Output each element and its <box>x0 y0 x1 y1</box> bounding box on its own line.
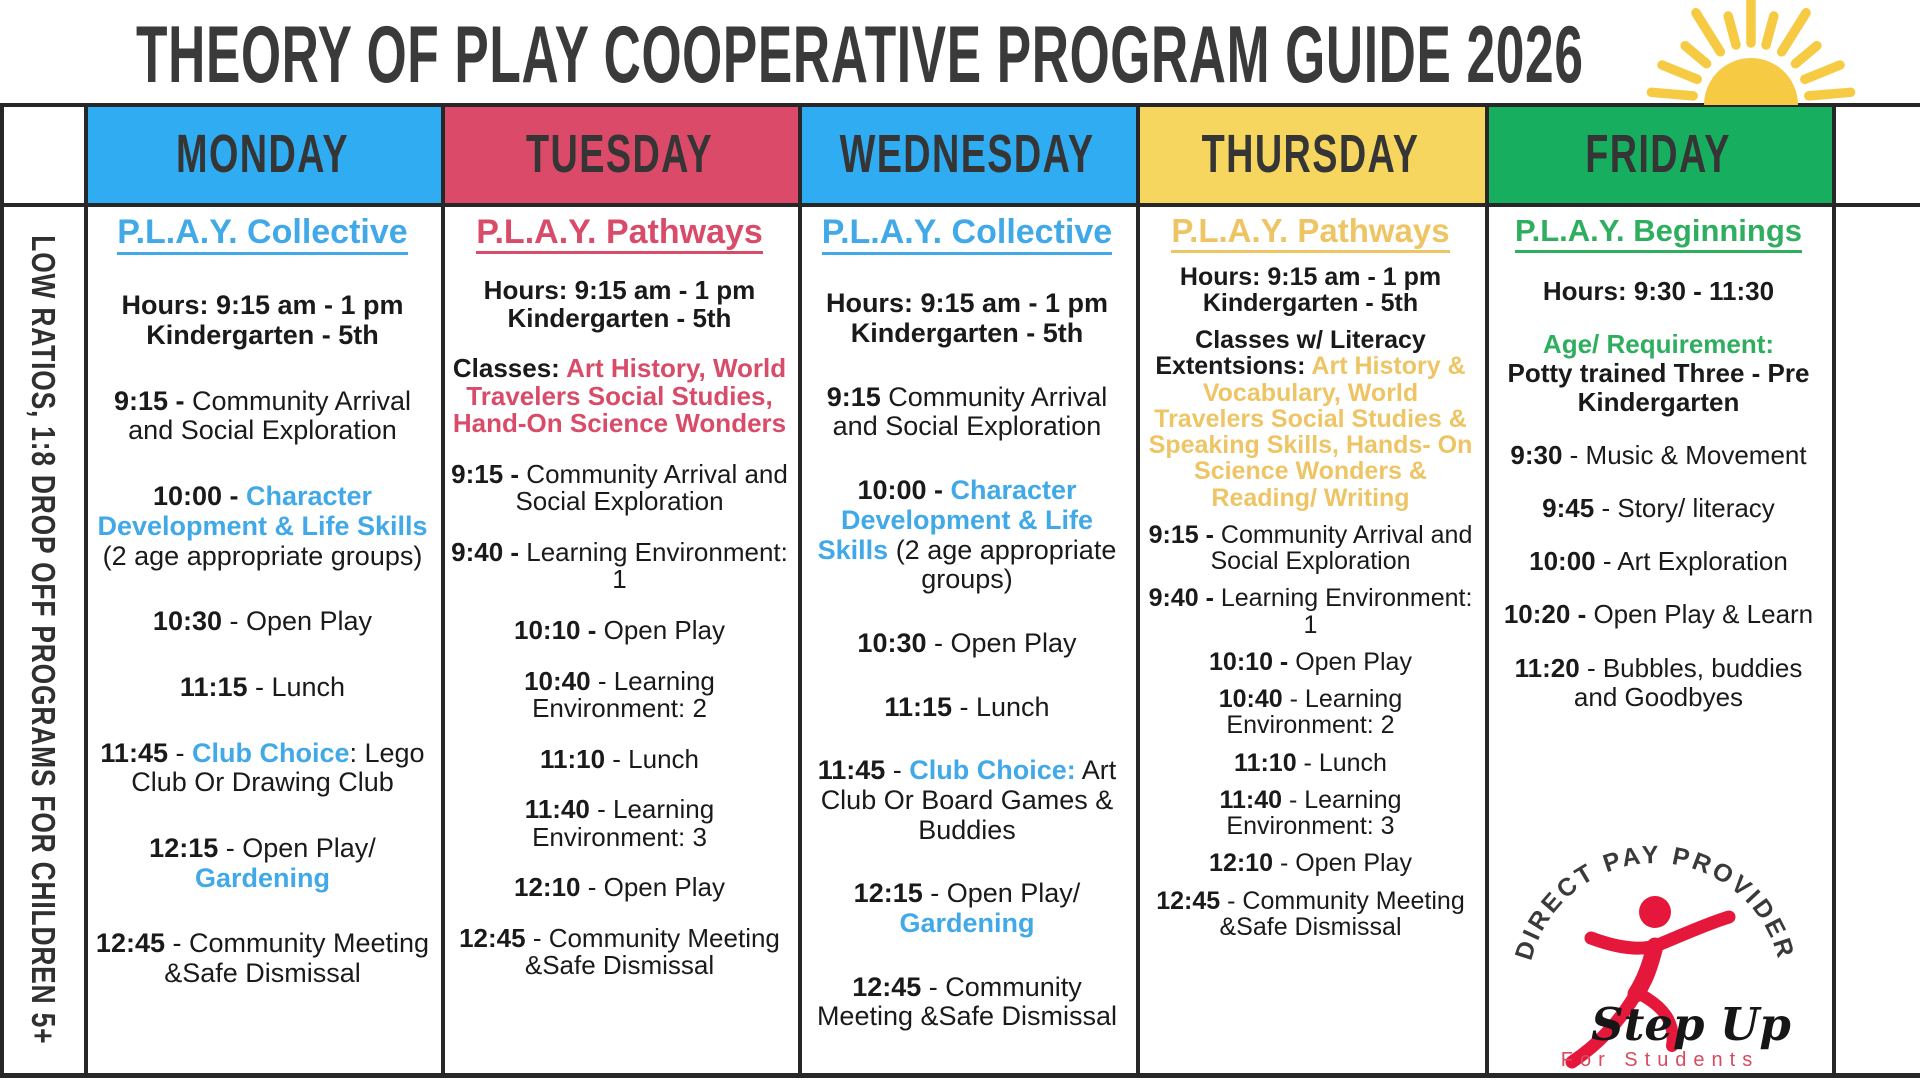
item-text: - Lunch <box>605 743 700 774</box>
day-label: WEDNESDAY <box>839 124 1095 184</box>
schedule-item <box>1209 850 1412 876</box>
schedule-item <box>1145 686 1476 739</box>
grid-line <box>0 203 1920 207</box>
schedule-item <box>450 922 789 981</box>
item-text: 12:45 <box>95 928 165 959</box>
item-text: Art Club Or Board Games & Buddies <box>820 755 1117 845</box>
grid-line <box>84 103 88 1077</box>
schedule-item <box>539 743 700 774</box>
program-info <box>1180 264 1441 317</box>
item-text: 11:10 <box>539 743 606 774</box>
item-text: 9:30 <box>1510 440 1563 471</box>
item-text: 11:15 <box>179 671 248 702</box>
schedule-item <box>93 929 432 988</box>
grid-line <box>1485 103 1489 1077</box>
day-label: MONDAY <box>176 124 349 184</box>
program-heading: P.L.A.Y. Collective <box>117 214 407 255</box>
item-text: Club Choice <box>191 737 350 768</box>
schedule-item <box>1234 750 1387 776</box>
schedule-item <box>1209 649 1412 675</box>
schedule-item <box>93 739 432 798</box>
item-text: (2 age appropriate groups) <box>102 540 423 571</box>
schedule-item <box>450 665 789 724</box>
item-text: 10:10 - <box>1209 647 1296 676</box>
schedule-item <box>1529 547 1788 576</box>
item-text: 10:40 <box>524 665 591 696</box>
item-text: 12:10 <box>513 872 581 903</box>
day-header-tuesday <box>441 105 798 203</box>
program-heading: P.L.A.Y. Pathways <box>1171 214 1449 253</box>
item-text: 10:00 - <box>857 475 951 506</box>
item-text: 10:00 <box>1529 546 1596 577</box>
column-thursday <box>1145 214 1476 940</box>
item-text: - Lunch <box>1296 748 1387 777</box>
direct-pay-provider-arc: DIRECT PAY PROVIDER <box>1509 840 1801 964</box>
grid-line <box>441 103 445 1077</box>
item-text: Learning Environment: 1 <box>1220 584 1473 639</box>
schedule-item <box>807 973 1127 1032</box>
column-friday <box>1494 214 1823 712</box>
schedule-item <box>1145 327 1476 511</box>
schedule-item <box>1145 888 1476 941</box>
item-text: Character Development & Life Skills <box>97 481 428 541</box>
schedule-item <box>450 355 789 438</box>
item-text: 11:15 <box>884 691 952 722</box>
schedule-item <box>807 476 1127 595</box>
program-heading: P.L.A.Y. Pathways <box>476 214 763 254</box>
stepup-script-text: Step Up <box>1591 998 1791 1051</box>
item-text: 10:10 - <box>513 614 604 645</box>
column-tuesday <box>450 214 789 980</box>
item-text: 12:10 <box>1209 849 1273 878</box>
program-info <box>121 291 403 350</box>
item-text: - Open Play <box>221 606 373 637</box>
info-line: Kindergarten - 5th <box>507 302 732 333</box>
page-title-text: THEORY OF PLAY COOPERATIVE PROGRAM GUIDE 2026 <box>136 7 1584 100</box>
sidebar-note: LOW RATIOS, 1:8 DROP OFF PROGRAMS FOR CHILDREN 5+ <box>25 235 62 1045</box>
schedule-item <box>1542 494 1775 523</box>
item-text: Potty trained Three - Pre Kindergarten <box>1507 357 1810 418</box>
item-text: - Open Play <box>926 627 1077 658</box>
schedule-item <box>807 383 1127 442</box>
day-header-thursday <box>1136 105 1485 203</box>
item-text: Art History, World Travelers Social Studies, Hand-On Science Wonders <box>452 353 787 439</box>
grid-line <box>798 103 802 1077</box>
item-text: - Open Play <box>1273 849 1412 878</box>
item-text: 10:40 <box>1218 685 1283 714</box>
item-text: - Open Play/ <box>922 878 1081 909</box>
info-line: Hours: 9:30 - 11:30 <box>1542 275 1775 306</box>
schedule-item <box>1510 441 1806 470</box>
item-text: Art History & Vocabulary, World Travelers Social Studies & Speaking Skills, Hands- On Science Wonders & Reading/ Writing <box>1148 352 1473 512</box>
item-text: Age/ Requirement: <box>1542 328 1775 359</box>
stepup-logo <box>1505 800 1805 1072</box>
schedule-item <box>807 879 1127 938</box>
schedule-item <box>1494 654 1823 712</box>
schedule-item <box>93 387 432 446</box>
column-wednesday <box>807 214 1127 1032</box>
info-line: Kindergarten - 5th <box>146 320 379 351</box>
day-label: THURSDAY <box>1201 124 1420 184</box>
item-text: 11:45 <box>817 755 886 786</box>
item-text: - Lunch <box>952 691 1050 722</box>
item-text: - Learning Environment: 2 <box>1226 685 1403 740</box>
for-students-text: For Students <box>1560 1049 1760 1071</box>
item-text: 11:20 <box>1514 652 1580 683</box>
item-text: - Open Play <box>580 872 725 903</box>
info-line: Kindergarten - 5th <box>850 318 1084 349</box>
schedule-item <box>1145 787 1476 840</box>
item-text: : Lego Club Or Drawing Club <box>131 737 425 798</box>
item-text: Gardening <box>194 862 330 893</box>
item-text: - Art Exploration <box>1595 546 1788 577</box>
item-text: 9:15 <box>826 381 889 412</box>
schedule-item <box>450 458 789 517</box>
info-line: Hours: 9:15 am - 1 pm <box>121 290 404 321</box>
item-text: 9:40 - <box>1148 584 1221 613</box>
schedule-item <box>1145 522 1476 575</box>
item-text: 11:40 <box>1219 785 1283 814</box>
day-header-monday <box>84 105 441 203</box>
item-text: 12:45 <box>459 922 526 953</box>
program-heading: P.L.A.Y. Beginnings <box>1515 214 1802 253</box>
item-text: 12:15 <box>853 878 923 909</box>
day-header-friday <box>1485 105 1832 203</box>
program-info <box>484 277 756 332</box>
item-text: 10:30 <box>857 627 927 658</box>
item-text: 10:00 - <box>152 481 246 512</box>
info-line: Hours: 9:15 am - 1 pm <box>483 275 756 306</box>
item-text: Community Arrival and Social Exploration <box>1210 520 1473 576</box>
item-text: 9:15 - <box>1148 520 1221 549</box>
item-text: - Open Play/ <box>218 832 376 863</box>
item-text: 11:10 <box>1234 748 1297 777</box>
schedule-item <box>884 693 1049 723</box>
item-text: - Story/ literacy <box>1594 493 1775 524</box>
item-text: 11:40 <box>524 794 590 825</box>
program-info <box>1543 277 1774 306</box>
schedule-item <box>153 607 372 637</box>
item-text: - Learning Environment: 3 <box>532 794 715 852</box>
info-line: Hours: 9:15 am - 1 pm <box>1179 262 1442 291</box>
schedule-item <box>450 796 789 851</box>
item-text: 12:15 <box>149 832 219 863</box>
grid-line <box>0 103 4 1078</box>
item-text: Open Play & Learn <box>1593 599 1814 630</box>
item-text: 10:20 - <box>1503 599 1594 630</box>
program-info <box>826 289 1108 348</box>
item-text: Gardening <box>899 908 1035 939</box>
item-text: Community Arrival and Social Exploration <box>832 381 1108 442</box>
schedule-item <box>1145 585 1476 638</box>
item-text: 9:45 <box>1542 493 1595 524</box>
grid-line <box>0 1073 1920 1078</box>
schedule-item <box>450 536 789 595</box>
item-text: - Music & Movement <box>1562 440 1807 471</box>
column-monday <box>93 214 432 989</box>
item-text: - Learning Environment: 2 <box>532 665 715 724</box>
item-text: - Community Meeting &Safe Dismissal <box>164 928 430 989</box>
schedule-item <box>93 482 432 571</box>
day-header-wednesday <box>798 105 1136 203</box>
item-text: Community Arrival and Social Exploration <box>128 385 412 446</box>
schedule-item <box>93 834 432 893</box>
schedule-item <box>513 614 725 645</box>
item-text: 10:30 <box>152 606 222 637</box>
item-text: 12:45 <box>1156 886 1221 915</box>
item-text: - Community Meeting &Safe Dismissal <box>1219 886 1465 941</box>
item-text: - Bubbles, buddies and Goodbyes <box>1573 652 1803 712</box>
item-text: Open Play <box>1295 647 1412 676</box>
day-label: FRIDAY <box>1585 124 1732 184</box>
day-label: TUESDAY <box>526 124 713 184</box>
item-text: - Learning Environment: 3 <box>1226 785 1402 841</box>
grid-line <box>1832 103 1836 1077</box>
item-text: - Lunch <box>247 671 346 702</box>
item-text: - <box>167 737 192 768</box>
item-text: Classes w/ Literacy Extentsions: <box>1155 326 1426 381</box>
schedule-item <box>857 629 1076 659</box>
item-text: 12:45 <box>852 971 922 1002</box>
schedule-item <box>807 756 1127 845</box>
sidebar <box>0 207 84 1073</box>
item-text: Community Arrival and Social Exploration <box>515 458 788 517</box>
item-text: 9:15 - <box>451 458 527 489</box>
item-text: - Community Meeting &Safe Dismissal <box>816 971 1118 1032</box>
item-text: Open Play <box>603 614 725 645</box>
schedule-item <box>1494 330 1823 417</box>
info-line: Kindergarten - 5th <box>1202 288 1419 317</box>
program-heading: P.L.A.Y. Collective <box>822 214 1112 255</box>
grid-line <box>1136 103 1140 1077</box>
schedule-item <box>514 874 725 902</box>
schedule-item <box>180 673 345 703</box>
item-text: - Community Meeting &Safe Dismissal <box>524 922 780 981</box>
item-text: Character Development & Life Skills <box>817 475 1094 565</box>
item-text: 11:45 <box>100 737 168 768</box>
info-line: Hours: 9:15 am - 1 pm <box>825 288 1109 319</box>
sun-shape <box>1651 0 1850 105</box>
item-text: - <box>885 755 910 786</box>
item-text: Learning Environment: 1 <box>526 536 788 595</box>
item-text: 9:40 - <box>451 536 527 567</box>
sun-icon <box>1630 0 1865 108</box>
item-text: Club Choice: <box>909 755 1076 786</box>
item-text: 9:15 - <box>113 385 192 416</box>
item-text: (2 age appropriate groups) <box>888 534 1117 595</box>
schedule-item <box>1504 600 1813 629</box>
item-text: Classes: <box>452 353 567 384</box>
